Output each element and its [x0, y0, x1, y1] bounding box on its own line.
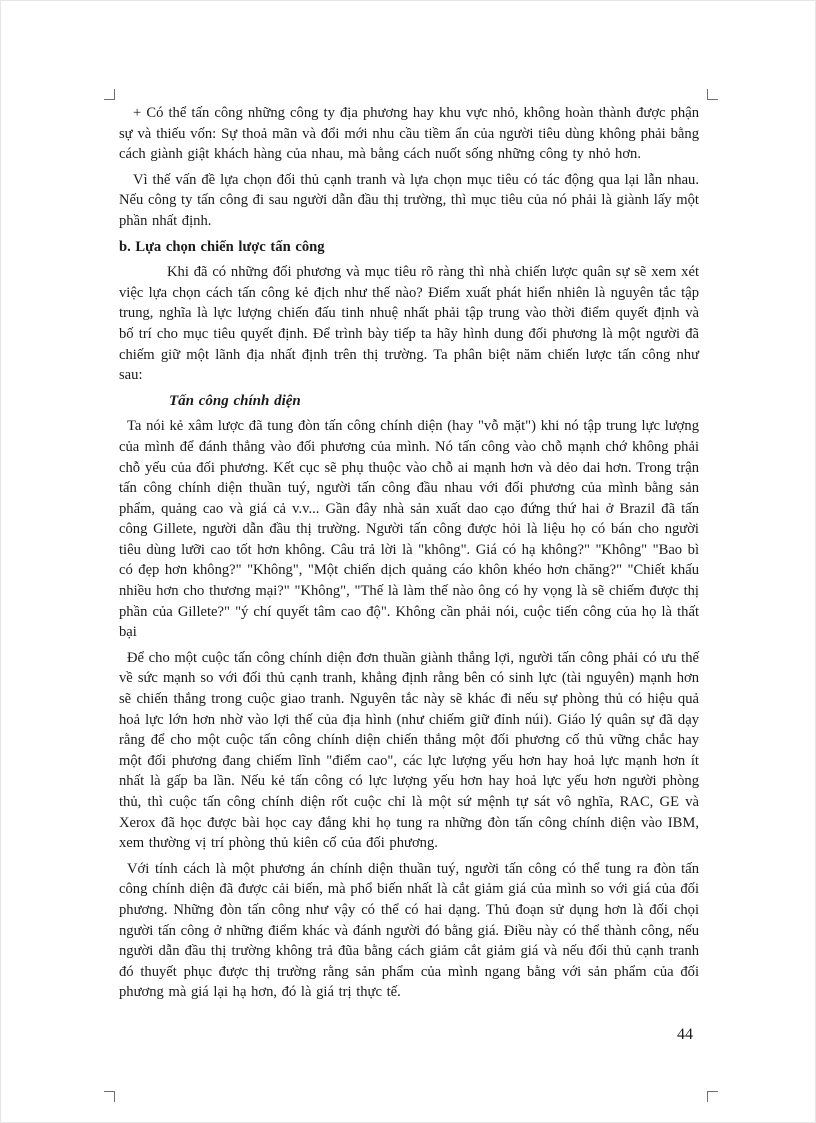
paragraph-frontal-conditions: Để cho một cuộc tấn công chính diện đơn thuần giành thắng lợi, người tấn công phải có ưu thế về sức mạnh so với đối thủ cạnh tranh, khẳng định rằng bên có sinh lực (tài nguyên) mạnh hơn sẽ chiến thắng trong cuộc giao tranh. Nguyên tắc này sẽ khác đi nếu sự phòng thủ có hiệu quả hoả lực lớn hơn nhờ vào lợi thế của địa hình (như chiếm giữ đỉnh núi). Giáo lý quân sự đã dạy rằng để cho một cuộc tấn công chính diện chiến thắng một đối phương cố thủ vững chắc hay một đối phương đang chiếm lĩnh "điểm cao", các lực lượng yếu hơn hay hoả lực mạnh hơn ít nhất là gấp ba lần. Nếu kẻ tấn công có lực lượng yếu hơn hay hoả lực yếu hơn người phòng thủ, thì cuộc tấn công chính diện rốt cuộc chỉ là một sứ mệnh tự sát vô nghĩa, RAC, GE và Xerox đã học được bài học cay đắng khi họ tung ra những đòn tấn công chính diện vào IBM, xem thường vị trí phòng thủ kiên cố của đối phương.	[119, 649, 699, 852]
section-heading: b. Lựa chọn chiến lược tấn công	[119, 238, 325, 255]
crop-mark-bottom-left	[104, 1091, 115, 1102]
paragraph-attack-strategy-intro: Khi đã có những đối phương và mục tiêu rõ ràng thì nhà chiến lược quân sự sẽ xem xét việc lựa chọn cách tấn công kẻ địch như thế nào? Điểm xuất phát hiển nhiên là nguyên tắc tập trung, nghĩa là lực lượng chiến đấu tinh nhuệ nhất phải tập trung vào thời điểm quyết định và bố trí cho mục tiêu quyết định. Để trình bày tiếp ta hãy hình dung đối phương là một người đã chiếm giữ một lãnh địa nhất định trên thị trường. Ta phân biệt năm chiến lược tấn công như sau:	[119, 264, 699, 384]
paragraph-target-selection: Vì thế vấn đề lựa chọn đối thủ cạnh tranh và lựa chọn mục tiêu có tác động qua lại lẫn nhau. Nếu công ty tấn công đi sau người dẫn đầu thị trường, thì mục tiêu của nó phải là giành lấy một phần nhất định.	[119, 171, 699, 229]
document-body	[119, 103, 699, 1008]
subsection-heading: Tấn công chính diện	[169, 392, 301, 409]
crop-mark-top-right	[707, 89, 718, 100]
crop-mark-bottom-right	[707, 1091, 718, 1102]
paragraph-frontal-attack: Ta nói kẻ xâm lược đã tung đòn tấn công chính diện (hay "vỗ mặt") khi nó tập trung lực lượng của mình để đánh thẳng vào đối phương của mình. Nó tấn công vào chỗ mạnh chớ không phải chỗ yếu của đối phương. Kết cục sẽ phụ thuộc vào chỗ ai mạnh hơn và dẻo dai hơn. Trong trận tấn công chính diện thuần tuý, người tấn công đầu nhau với đối phương của mình bằng sản phẩm, quảng cao và giá cả v.v... Gần đây nhà sản xuất dao cạo đứng thứ hai ở Brazil đã tấn công Gillete, người dẫn đầu thị trường. Người tấn công được hỏi là liệu họ có bán cho người tiêu dùng lưỡi cao tốt hơn không. Câu trả lời là "không". Giá có hạ không?" "Không" "Bao bì có đẹp hơn không?" "Không", "Một chiến dịch quảng cáo khôn khéo hơn chăng?" "Chiết khấu nhiều hơn cho thương mại?" "Không", "Thế là làm thế nào ông có hy vọng là sẽ chiếm được thị phần của Gillete?" "ý chí quyết tâm cao độ". Không cần phải nói, cuộc tiến công của họ là thất bại	[119, 418, 699, 641]
page-number: 44	[677, 1026, 693, 1043]
crop-mark-top-left	[104, 89, 115, 100]
paragraph-local-companies: + Có thể tấn công những công ty địa phương hay khu vực nhỏ, không hoàn thành được phận sự và thiếu vốn: Sự thoả mãn và đổi mới nhu cầu tiềm ẩn của người tiêu dùng không phải bằng cách giành giật khách hàng của nhau, mà bằng cách nuốt sống những công ty nhỏ hơn.	[119, 105, 699, 163]
paragraph-modified-frontal: Với tính cách là một phương án chính diện thuần tuý, người tấn công có thể tung ra đòn tấn công chính diện đã được cải biến, mà phổ biến nhất là cắt giảm giá của mình so với giá của đối phương. Những đòn tấn công như vậy có thể có hai dạng. Thủ đoạn sử dụng hơn là đối chọi người tấn công ở những điểm khác và đánh người đó bằng giá. Điều này có thể thành công, nếu người dẫn đầu thị trường không trả đũa bằng cách giảm cắt giảm giá và nếu đối thủ cạnh tranh đó thuyết phục được thị trường rằng sản phẩm của mình ngang bằng với sản phẩm của đối phương mà giá lại hạ hơn, đó là giá trị thực tế.	[119, 860, 699, 1001]
